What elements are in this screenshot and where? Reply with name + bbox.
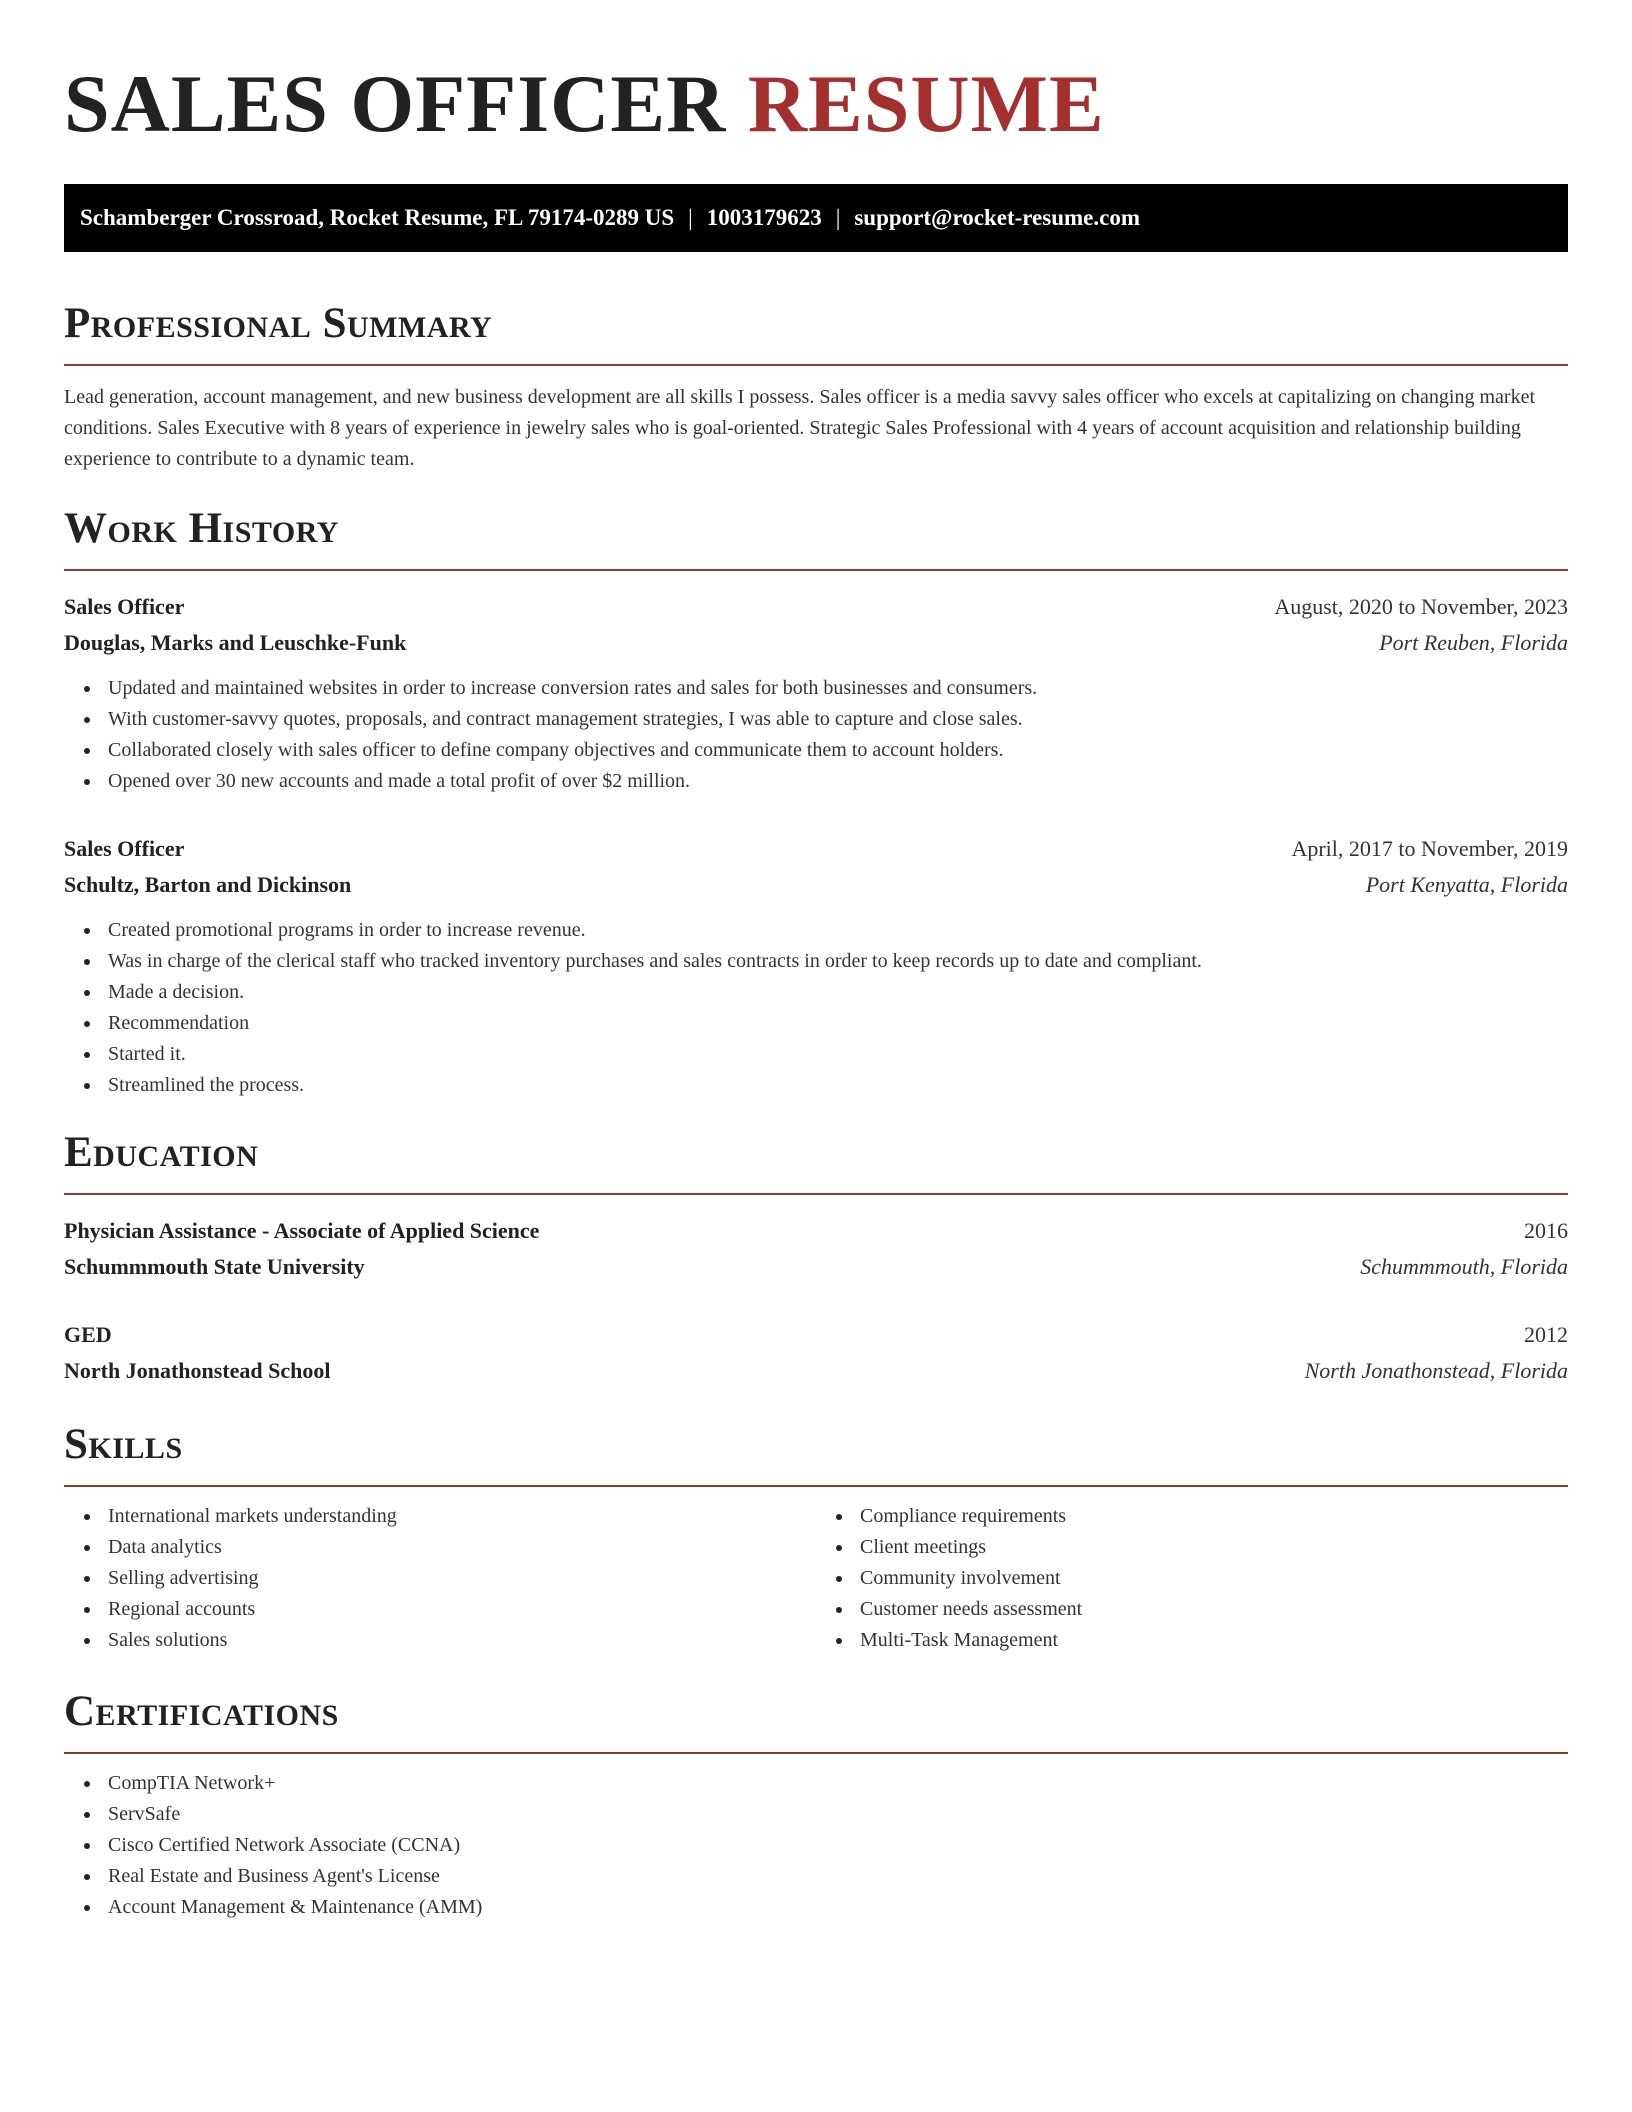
education-school: Schummmouth State University xyxy=(64,1254,365,1279)
education-section xyxy=(64,1125,1568,1389)
job-dates: April, 2017 to November, 2019 xyxy=(1291,836,1568,861)
education-year: 2012 xyxy=(1524,1322,1568,1347)
job-bullet: Was in charge of the clerical staff who tracked inventory purchases and sales contracts in order to keep records up to date and compliant. xyxy=(108,946,1568,977)
skill-item: International markets understanding xyxy=(108,1501,816,1532)
section-divider xyxy=(64,1193,1568,1195)
skill-item: Selling advertising xyxy=(108,1563,816,1594)
job-bullet: Updated and maintained websites in order to increase conversion rates and sales for both businesses and consumers. xyxy=(108,673,1568,704)
resume-title xyxy=(64,56,1568,152)
job-dates: August, 2020 to November, 2023 xyxy=(1274,594,1568,619)
job-company-row xyxy=(64,867,1568,903)
work-section xyxy=(64,501,1568,1101)
contact-separator: | xyxy=(835,205,841,230)
job-title-row xyxy=(64,589,1568,625)
skill-item: Regional accounts xyxy=(108,1594,816,1625)
title-main: SALES OFFICER xyxy=(64,58,727,149)
contact-address: Schamberger Crossroad, Rocket Resume, FL 79174-0289 US xyxy=(80,205,675,230)
job-entry xyxy=(64,589,1568,797)
job-company: Douglas, Marks and Leuschke-Funk xyxy=(64,630,407,655)
education-entry xyxy=(64,1213,1568,1285)
section-divider xyxy=(64,1485,1568,1487)
contact-phone: 1003179623 xyxy=(706,205,822,230)
skill-item: Customer needs assessment xyxy=(860,1594,1568,1625)
skill-item: Data analytics xyxy=(108,1532,816,1563)
certification-item: Account Management & Maintenance (AMM) xyxy=(108,1892,1568,1923)
job-bullet: Collaborated closely with sales officer to define company objectives and communicate them to account holders. xyxy=(108,735,1568,766)
certifications-section xyxy=(64,1684,1568,1923)
job-location: Port Kenyatta, Florida xyxy=(1365,872,1568,897)
education-degree: Physician Assistance - Associate of Applied Science xyxy=(64,1218,540,1243)
certification-item: CompTIA Network+ xyxy=(108,1768,1568,1799)
job-title: Sales Officer xyxy=(64,594,185,619)
job-bullet: Started it. xyxy=(108,1039,1568,1070)
summary-heading: Professional Summary xyxy=(64,300,493,347)
education-heading: Education xyxy=(64,1129,259,1176)
job-title-row xyxy=(64,831,1568,867)
section-divider xyxy=(64,1752,1568,1754)
contact-email[interactable]: support@rocket-resume.com xyxy=(854,205,1140,230)
skills-list-right xyxy=(816,1501,1568,1656)
job-bullet: Streamlined the process. xyxy=(108,1070,1568,1101)
job-location: Port Reuben, Florida xyxy=(1379,630,1568,655)
summary-section xyxy=(64,296,1568,475)
job-bullets xyxy=(64,673,1568,797)
job-bullets xyxy=(64,915,1568,1101)
skill-item: Compliance requirements xyxy=(860,1501,1568,1532)
certifications-list xyxy=(64,1768,1568,1923)
section-divider xyxy=(64,364,1568,366)
skills-list-left xyxy=(64,1501,816,1656)
job-company: Schultz, Barton and Dickinson xyxy=(64,872,352,897)
contact-separator: | xyxy=(688,205,693,230)
skills-heading: Skills xyxy=(64,1421,183,1468)
skill-item: Community involvement xyxy=(860,1563,1568,1594)
title-accent: RESUME xyxy=(747,58,1105,149)
job-entry xyxy=(64,831,1568,1101)
education-location: Schummmouth, Florida xyxy=(1360,1254,1568,1279)
certification-item: Real Estate and Business Agent's License xyxy=(108,1861,1568,1892)
education-degree: GED xyxy=(64,1322,112,1347)
education-entry xyxy=(64,1317,1568,1389)
education-school-row xyxy=(64,1249,1568,1285)
education-location: North Jonathonstead, Florida xyxy=(1304,1358,1568,1383)
certification-item: ServSafe xyxy=(108,1799,1568,1830)
contact-bar xyxy=(64,184,1568,252)
work-heading: Work History xyxy=(64,505,339,552)
job-bullet: Made a decision. xyxy=(108,977,1568,1008)
education-school: North Jonathonstead School xyxy=(64,1358,331,1383)
skills-grid xyxy=(64,1501,1568,1656)
education-degree-row xyxy=(64,1213,1568,1249)
certification-item: Cisco Certified Network Associate (CCNA) xyxy=(108,1830,1568,1861)
job-company-row xyxy=(64,625,1568,661)
education-degree-row xyxy=(64,1317,1568,1353)
job-bullet: Created promotional programs in order to increase revenue. xyxy=(108,915,1568,946)
job-title: Sales Officer xyxy=(64,836,185,861)
skills-section xyxy=(64,1417,1568,1656)
education-year: 2016 xyxy=(1524,1218,1568,1243)
section-divider xyxy=(64,569,1568,571)
skill-item: Client meetings xyxy=(860,1532,1568,1563)
job-bullet: With customer-savvy quotes, proposals, and contract management strategies, I was able to capture and close sales. xyxy=(108,704,1568,735)
education-school-row xyxy=(64,1353,1568,1389)
certifications-heading: Certifications xyxy=(64,1688,339,1735)
skill-item: Multi-Task Management xyxy=(860,1625,1568,1656)
job-bullet: Recommendation xyxy=(108,1008,1568,1039)
skill-item: Sales solutions xyxy=(108,1625,816,1656)
summary-text: Lead generation, account management, and new business development are all skills I possess. Sales officer is a media savvy sales officer who excels at capitalizing on changing market conditions. Sales Executive with 8 years of experience in jewelry sales who is goal-oriented. Strategic Sales Professional with 4 years of account acquisition and relationship building experience to contribute to a dynamic team. xyxy=(64,386,1536,470)
job-bullet: Opened over 30 new accounts and made a total profit of over $2 million. xyxy=(108,766,1568,797)
